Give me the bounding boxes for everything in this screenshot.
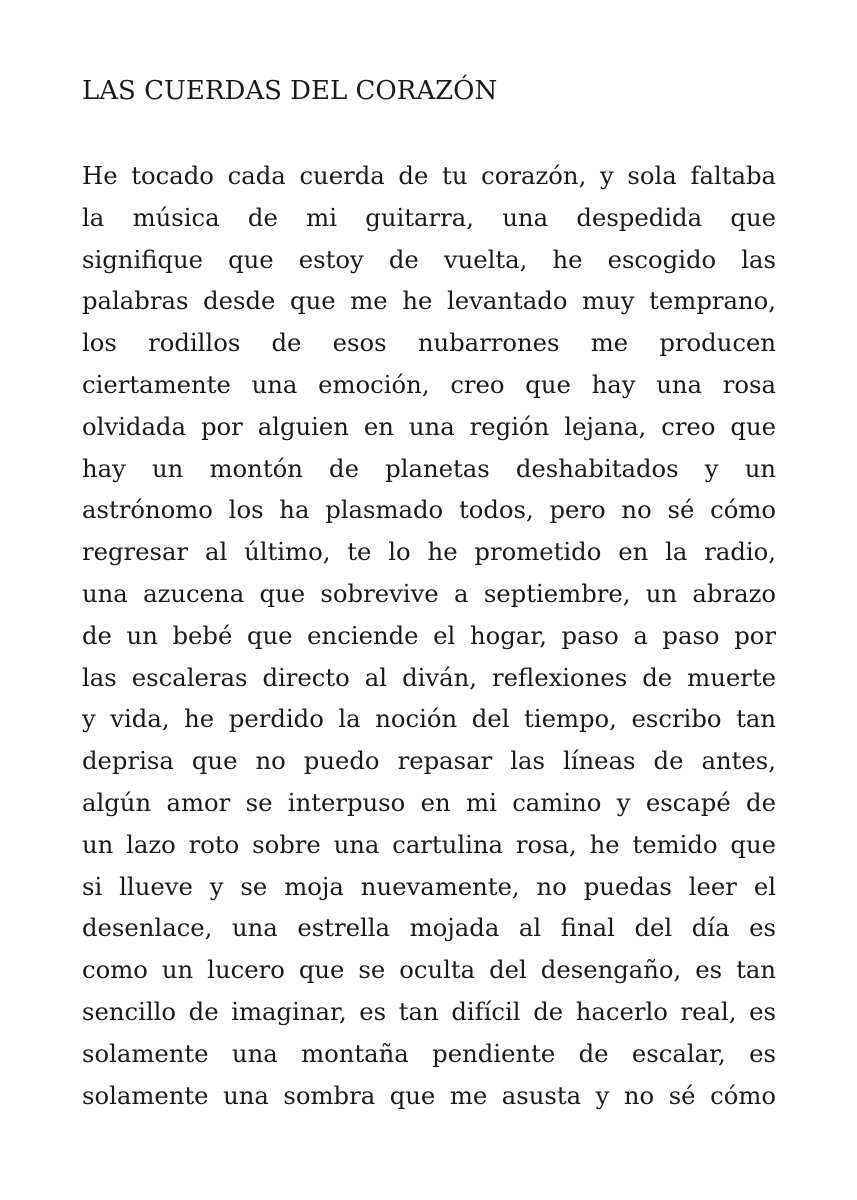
- text-line: solamente una montaña pendiente de escalar, es: [82, 1038, 776, 1068]
- text-line: signifique que estoy de vuelta, he escogido las: [82, 244, 776, 274]
- document-page: [82, 0, 776, 1200]
- text-line: He tocado cada cuerda de tu corazón, y sola faltaba: [82, 161, 776, 190]
- text-line: regresar al último, te lo he prometido en la radio,: [82, 537, 776, 567]
- text-line: de un bebé que enciende el hogar, paso a paso por: [82, 620, 776, 650]
- text-line: ciertamente una emoción, creo que hay una rosa: [82, 369, 776, 399]
- text-line: la música de mi guitarra, una despedida que: [82, 202, 776, 232]
- text-line: las escaleras directo al diván, reflexiones de muerte: [82, 662, 776, 692]
- text-line: un lazo roto sobre una cartulina rosa, he temido que: [82, 829, 776, 859]
- body-paragraph: [82, 155, 776, 1116]
- text-line: y vida, he perdido la noción del tiempo, escribo tan: [82, 704, 776, 734]
- text-line: hay un montón de planetas deshabitados y un: [82, 453, 776, 483]
- text-line: una azucena que sobrevive a septiembre, un abrazo: [82, 578, 776, 608]
- text-line: como un lucero que se oculta del desengaño, es tan: [82, 955, 776, 985]
- text-line: astrónomo los ha plasmado todos, pero no sé cómo: [82, 495, 776, 525]
- text-line: sencillo de imaginar, es tan difícil de hacerlo real, es: [82, 996, 776, 1026]
- text-line: los rodillos de esos nubarrones me producen: [82, 328, 776, 358]
- document-title: LAS CUERDAS DEL CORAZÓN: [82, 76, 498, 106]
- text-line: desenlace, una estrella mojada al final del día es: [82, 913, 776, 943]
- text-line: solamente una sombra que me asusta y no sé cómo: [82, 1080, 776, 1110]
- text-line: deprisa que no puedo repasar las líneas de antes,: [82, 746, 776, 776]
- text-line: si llueve y se moja nuevamente, no puedas leer el: [82, 871, 776, 901]
- text-line: palabras desde que me he levantado muy temprano,: [82, 286, 776, 316]
- text-line: algún amor se interpuso en mi camino y escapé de: [82, 787, 776, 817]
- text-line: olvidada por alguien en una región lejana, creo que: [82, 411, 776, 441]
